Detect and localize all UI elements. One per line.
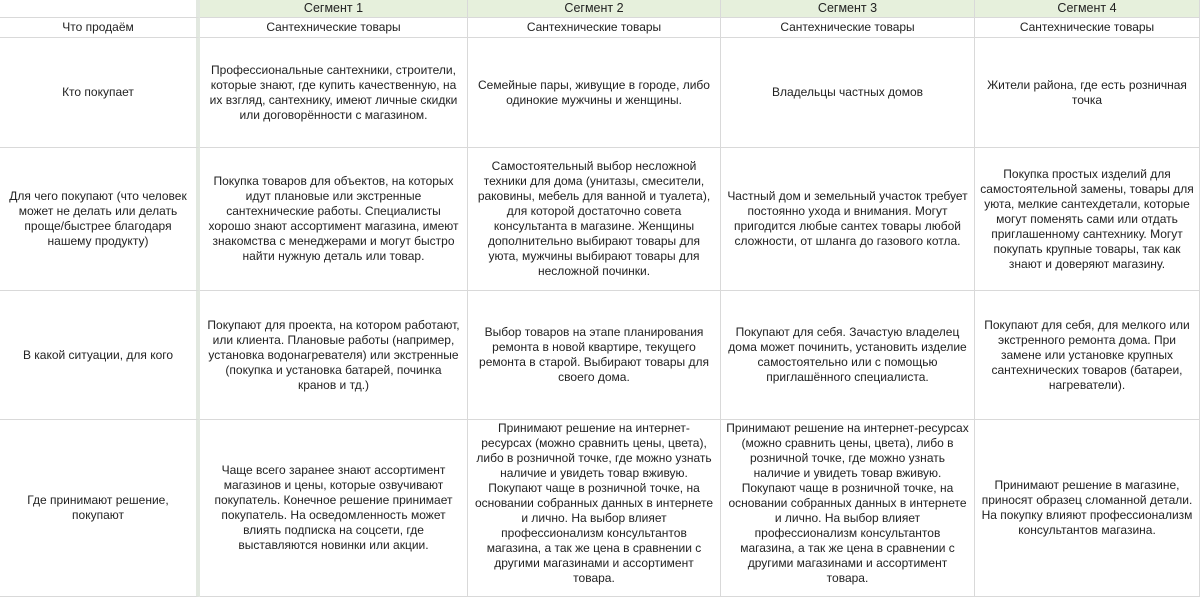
header-segment-label: Сегмент 1: [303, 1, 364, 15]
row-label-why-buy[interactable]: [0, 148, 200, 291]
cell-text: Принимают решение на интернет-ресурсах (можно сравнить цены, цвета), либо в розничной точке, где можно узнать наличие и увидеть товар вживую. Покупают чаще в розничной точке, на основании собранных данных в интернете и лично. На выбор влияет профессионализм консультантов магазина, а так же цена в сравнении с другими магазинами и ассортимент товара.: [474, 421, 714, 585]
table-cell[interactable]: [721, 18, 975, 38]
header-segment-3[interactable]: [721, 0, 975, 18]
cell-text: Выбор товаров на этапе планирования ремонта в новой квартире, текущего ремонта в старой. Выбирают товары для своего дома.: [479, 325, 709, 384]
table-cell[interactable]: [975, 148, 1200, 291]
header-segment-1[interactable]: [200, 0, 468, 18]
row-label-text: Что продаём: [62, 20, 134, 34]
cell-text: Покупка простых изделий для самостоятельной замены, товары для уюта, мелкие сантехдетали, которые могут поменять сами или отдать приглашенному сантехнику. Могут покупать крупные товары, так как знают и доверяют магазину.: [980, 166, 1194, 271]
table-cell[interactable]: [468, 291, 721, 420]
header-segment-2[interactable]: [468, 0, 721, 18]
table-cell[interactable]: [468, 18, 721, 38]
row-label-what-we-sell[interactable]: [0, 18, 200, 38]
header-corner-cell[interactable]: [0, 0, 200, 18]
row-label-situation[interactable]: [0, 291, 200, 420]
cell-text: Владельцы частных домов: [771, 85, 924, 99]
table-cell[interactable]: [200, 148, 468, 291]
cell-text: Сантехнические товары: [526, 20, 662, 34]
row-label-where-decide[interactable]: [0, 420, 200, 597]
cell-text: Покупка товаров для объектов, на которых идут плановые или экстренные сантехнические работы. Специалисты хорошо знают ассортимент магазина, имеют знакомства с менеджерами и могут быстро найти нужную деталь или товар.: [208, 174, 459, 263]
cell-text: Сантехнические товары: [780, 20, 915, 34]
cell-text: Самостоятельный выбор несложной техники для дома (унитазы, смесители, раковины, мебель для ванной и туалета), для которой достаточно совета консультанта в магазине. Женщины дополнительно выбирают товары для уюта, мужчины выбирают товары для несложной починки.: [477, 159, 711, 278]
table-cell[interactable]: [468, 148, 721, 291]
header-segment-4[interactable]: [975, 0, 1200, 18]
header-segment-label: Сегмент 3: [817, 1, 878, 15]
header-segment-label: Сегмент 4: [1057, 1, 1117, 15]
cell-text: Семейные пары, живущие в городе, либо одинокие мужчины и женщины.: [478, 77, 710, 107]
table-cell[interactable]: [468, 420, 721, 597]
table-cell[interactable]: [721, 291, 975, 420]
row-label-text: Для чего покупают (что человек может не делать или делать проще/быстрее благодаря нашему продукту): [9, 189, 187, 248]
row-label-text: Где принимают решение, покупают: [27, 493, 169, 522]
cell-text: Покупают для себя. Зачастую владелец дома может починить, установить изделие самостоятельно или с помощью приглашённого специалиста.: [728, 325, 967, 384]
row-label-text: В какой ситуации, для кого: [22, 347, 174, 362]
table-cell[interactable]: [721, 38, 975, 148]
table-cell[interactable]: [200, 420, 468, 597]
row-label-text: Кто покупает: [62, 85, 134, 99]
table-cell[interactable]: [721, 420, 975, 597]
table-cell[interactable]: [200, 291, 468, 420]
cell-text: Принимают решение на интернет-ресурсах (можно сравнить цены, цвета), либо в розничной точке, где можно узнать наличие и увидеть товар вживую. Покупают чаще в розничной точке, на основании собранных данных в интернете и лично. На выбор влияет профессионализм консультантов магазина, а так же цена в сравнении с другими магазинами и ассортимент товара.: [726, 421, 969, 585]
cell-text: Покупают для проекта, на котором работают, или клиента. Плановые работы (например, установка водонагревателя) или экстренные (покупка и установка батарей, починка кранов и тд.): [207, 317, 460, 392]
header-segment-label: Сегмент 2: [564, 1, 624, 15]
cell-text: Сантехнические товары: [1019, 20, 1155, 34]
table-cell[interactable]: [721, 148, 975, 291]
cell-text: Жители района, где есть розничная точка: [987, 77, 1187, 107]
table-cell[interactable]: [200, 18, 468, 38]
table-cell[interactable]: [975, 291, 1200, 420]
cell-text: Сантехнические товары: [266, 20, 401, 34]
cell-text: Покупают для себя, для мелкого или экстренного ремонта дома. При замене или установке крупных сантехнических товаров (батареи, нагреватели).: [984, 317, 1190, 392]
cell-text: Профессиональные сантехники, строители, которые знают, где купить качественную, на их взгляд, сантехнику, имеют личные скидки или договорённости с магазином.: [209, 62, 458, 122]
table-cell[interactable]: [975, 420, 1200, 597]
cell-text: Чаще всего заранее знают ассортимент магазинов и цены, которые озвучивают покупатель. Конечное решение принимает покупатель. На осведомленность может влиять подписка на соцсети, где выставляются новинки или акции.: [214, 463, 453, 552]
row-label-who-buys[interactable]: [0, 38, 200, 148]
table-cell[interactable]: [200, 38, 468, 148]
cell-text: Принимают решение в магазине, приносят образец сломанной детали. На покупку влияют профессионализм консультантов магазина.: [981, 478, 1193, 537]
table-cell[interactable]: [975, 38, 1200, 148]
table-cell[interactable]: [468, 38, 721, 148]
table-cell[interactable]: [975, 18, 1200, 38]
cell-text: Частный дом и земельный участок требует постоянно ухода и внимания. Могут пригодится любые сантех товары любой сложности, от шланга до газового котла.: [727, 189, 968, 248]
